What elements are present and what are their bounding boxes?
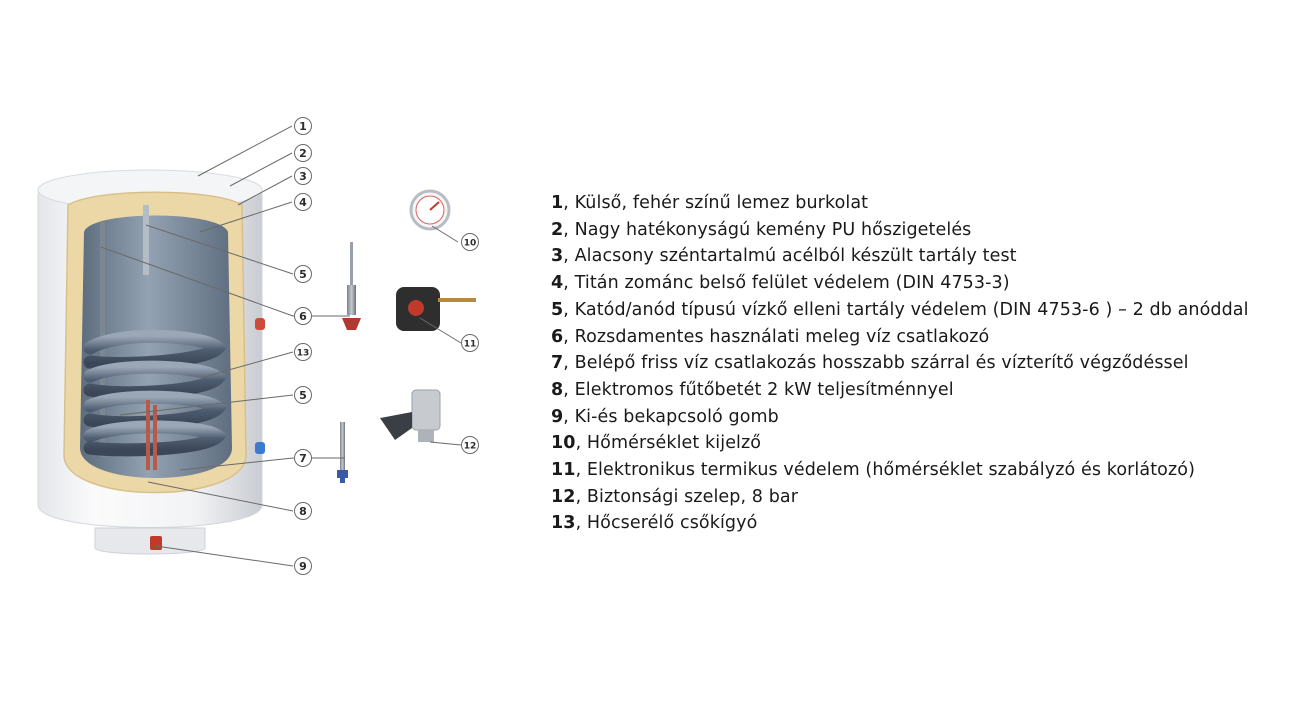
marker-7-label: 7	[299, 452, 307, 465]
legend-text: , Elektronikus termikus védelem (hőmérséklet szabályzó és korlátozó)	[575, 460, 1196, 481]
legend-number: 10	[551, 433, 576, 454]
marker-12	[462, 437, 479, 454]
marker-9-label: 9	[299, 560, 307, 573]
legend-number: 12	[551, 486, 576, 507]
marker-1	[295, 118, 312, 135]
legend-number: 2	[551, 219, 564, 240]
marker-11-label: 11	[463, 339, 477, 350]
legend-text: , Külső, fehér színű lemez burkolat	[563, 193, 869, 213]
marker-9	[295, 558, 312, 575]
marker-4-label: 4	[299, 196, 307, 209]
legend-number: 5	[551, 299, 564, 320]
legend-number: 7	[551, 353, 564, 374]
legend-item	[551, 430, 1249, 457]
marker-13	[295, 344, 312, 361]
legend-number: 9	[551, 406, 564, 427]
legend-text: , Nagy hatékonyságú kemény PU hőszigetelés	[563, 219, 972, 240]
legend-item	[551, 243, 1249, 270]
boiler-cutaway-diagram	[0, 0, 560, 720]
legend-text: , Titán zománc belső felület védelem (DIN 4753-3)	[563, 273, 1010, 294]
legend-item	[551, 457, 1249, 484]
marker-3-label: 3	[299, 170, 307, 183]
on-off-switch	[150, 536, 162, 550]
legend-text: , Belépő friss víz csatlakozás hosszabb szárral és vízterítő végződéssel	[563, 353, 1189, 374]
thermometer-component	[411, 191, 449, 229]
legend-item	[551, 404, 1249, 431]
legend-number: 3	[551, 246, 564, 267]
marker-8	[295, 503, 312, 520]
marker-5-top-label: 5	[299, 268, 307, 281]
side-connector-red	[255, 318, 265, 330]
legend-number: 4	[551, 273, 564, 294]
marker-10	[462, 234, 479, 251]
legend-item	[551, 510, 1249, 537]
marker-13-label: 13	[296, 348, 310, 359]
legend-item	[551, 324, 1249, 351]
legend-text: , Hőmérséklet kijelző	[575, 433, 762, 454]
legend-number: 13	[551, 513, 576, 534]
anode-rod	[143, 205, 149, 275]
legend-text: , Elektromos fűtőbetét 2 kW teljesítménnyel	[563, 379, 954, 400]
anode-component	[342, 242, 361, 330]
legend-item	[551, 484, 1249, 511]
marker-5-top	[295, 266, 312, 283]
legend-text: , Katód/anód típusú vízkő elleni tartály védelem (DIN 4753-6 ) – 2 db anóddal	[563, 299, 1249, 320]
legend-item	[551, 377, 1249, 404]
legend-item	[551, 350, 1249, 377]
legend-number: 11	[551, 460, 576, 481]
marker-11	[462, 335, 479, 352]
legend-item	[551, 297, 1249, 324]
marker-10-label: 10	[463, 238, 477, 249]
marker-5-bottom-label: 5	[299, 389, 307, 402]
component-legend	[551, 190, 1249, 537]
marker-2-label: 2	[299, 147, 307, 160]
legend-text: , Hőcserélő csőkígyó	[575, 513, 758, 534]
safety-valve-component	[380, 390, 440, 442]
marker-3	[295, 168, 312, 185]
legend-text: , Biztonsági szelep, 8 bar	[575, 486, 799, 507]
marker-8-label: 8	[299, 505, 307, 518]
marker-1-label: 1	[299, 120, 307, 133]
legend-number: 8	[551, 379, 564, 400]
marker-12-label: 12	[463, 441, 477, 452]
legend-text: , Ki-és bekapcsoló gomb	[563, 406, 779, 427]
legend-item	[551, 190, 1249, 217]
marker-6	[295, 308, 312, 325]
legend-number: 1	[551, 193, 564, 213]
inlet-rod-component	[337, 422, 348, 483]
legend-item	[551, 270, 1249, 297]
legend-text: , Rozsdamentes használati meleg víz csatlakozó	[563, 326, 990, 347]
legend-text: , Alacsony széntartalmú acélból készült tartály test	[563, 246, 1017, 267]
side-connector-blue	[255, 442, 265, 454]
marker-4	[295, 194, 312, 211]
marker-5-bottom	[295, 387, 312, 404]
marker-6-label: 6	[299, 310, 307, 323]
marker-2	[295, 145, 312, 162]
legend-number: 6	[551, 326, 564, 347]
thermostat-component	[396, 287, 476, 331]
legend-item	[551, 217, 1249, 244]
marker-7	[295, 450, 312, 467]
